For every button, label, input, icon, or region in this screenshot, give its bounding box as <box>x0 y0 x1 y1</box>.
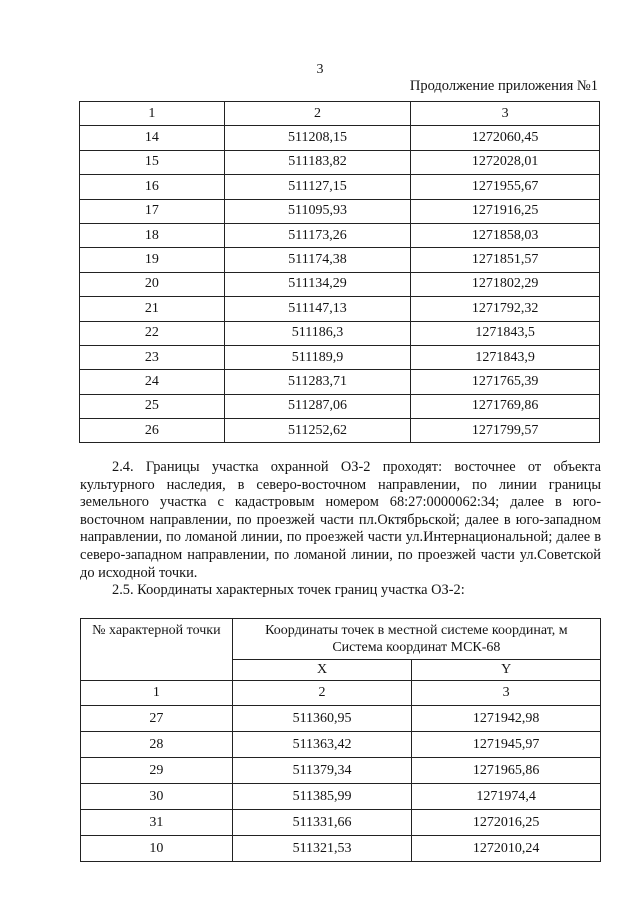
y-coordinate-cell: 1271765,39 <box>411 370 600 394</box>
boundary-description-paragraph <box>80 459 601 582</box>
table-header-row <box>81 619 601 660</box>
table-row <box>81 784 601 810</box>
point-number-cell: 27 <box>81 706 233 732</box>
point-number-cell: 17 <box>80 199 225 223</box>
table-row <box>80 150 600 174</box>
x-coordinate-cell: 511287,06 <box>224 394 411 418</box>
coordinates-header-line2: Система координат МСК-68 <box>332 640 501 655</box>
x-coordinate-cell: 511173,26 <box>224 223 411 247</box>
point-number-cell: 24 <box>80 370 225 394</box>
x-coordinate-cell: 511189,9 <box>224 345 411 369</box>
table-row <box>80 345 600 369</box>
point-number-cell: 28 <box>81 732 233 758</box>
table-row <box>80 272 600 296</box>
point-number-cell: 15 <box>80 150 225 174</box>
coordinates-intro-text: 2.5. Координаты характерных точек границ участка ОЗ-2: <box>112 582 465 598</box>
table-row <box>80 321 600 345</box>
y-coordinate-cell: 1272028,01 <box>411 150 600 174</box>
x-coordinate-cell: 511283,71 <box>224 370 411 394</box>
point-number-cell: 14 <box>80 126 225 150</box>
coordinates-table-continued <box>79 101 600 443</box>
y-coordinate-cell: 1271945,97 <box>412 732 601 758</box>
table-row <box>81 706 601 732</box>
point-number-cell: 21 <box>80 297 225 321</box>
point-number-cell: 23 <box>80 345 225 369</box>
column-number-cell: 1 <box>80 102 225 126</box>
x-coordinate-cell: 511363,42 <box>232 732 412 758</box>
coordinates-header-line1: Координаты точек в местной системе координат, м <box>265 623 568 638</box>
y-coordinate-cell: 1271974,4 <box>412 784 601 810</box>
table-row <box>80 175 600 199</box>
y-coordinate-cell: 1272016,25 <box>412 810 601 836</box>
x-coordinate-cell: 511183,82 <box>224 150 411 174</box>
boundary-description-text: 2.4. Границы участка охранной ОЗ-2 проходят: восточнее от объекта культурного наследия, в северо-восточном направлении, по линии границы земельного участка с кадастровым номером 68:27:0000062:34; далее в юго-восточном направлении, по проезжей части пл.Октябрьской; далее в юго-западном направлении, по ломаной линии, по проезжей части ул.Интернациональной; далее в северо-западном направлении, по ломаной линии, по проезжей части ул.Советской до исходной точки. <box>80 459 601 581</box>
column-number-cell: 3 <box>412 681 601 706</box>
x-coordinate-cell: 511385,99 <box>232 784 412 810</box>
y-coordinate-cell: 1271799,57 <box>411 419 600 443</box>
y-coordinate-cell: 1271858,03 <box>411 223 600 247</box>
column-number-cell: 3 <box>411 102 600 126</box>
x-coordinate-cell: 511095,93 <box>224 199 411 223</box>
column-number-cell: 1 <box>81 681 233 706</box>
y-coordinate-cell: 1272010,24 <box>412 836 601 862</box>
appendix-label: Продолжение приложения №1 <box>409 78 598 94</box>
x-coordinate-cell: 511331,66 <box>232 810 412 836</box>
coordinates-header <box>232 619 600 660</box>
table-row <box>81 810 601 836</box>
column-number-row <box>80 102 600 126</box>
x-coordinate-cell: 511127,15 <box>224 175 411 199</box>
point-number-cell: 26 <box>80 419 225 443</box>
y-coordinate-cell: 1271843,9 <box>411 345 600 369</box>
y-coordinate-cell: 1271792,32 <box>411 297 600 321</box>
x-coordinate-cell: 511360,95 <box>232 706 412 732</box>
x-header: X <box>232 660 412 681</box>
coordinates-intro-paragraph <box>80 582 601 600</box>
point-number-cell: 29 <box>81 758 233 784</box>
point-number-cell: 18 <box>80 223 225 247</box>
y-header: Y <box>412 660 601 681</box>
oz2-coordinates-table-body <box>81 619 601 862</box>
y-coordinate-cell: 1271851,57 <box>411 248 600 272</box>
table-row <box>81 758 601 784</box>
oz2-coordinates-table <box>80 618 601 862</box>
y-coordinate-cell: 1271942,98 <box>412 706 601 732</box>
y-coordinate-cell: 1271843,5 <box>411 321 600 345</box>
point-number-cell: 25 <box>80 394 225 418</box>
x-coordinate-cell: 511174,38 <box>224 248 411 272</box>
table-row <box>80 248 600 272</box>
table-row <box>80 199 600 223</box>
x-coordinate-cell: 511186,3 <box>224 321 411 345</box>
point-number-cell: 30 <box>81 784 233 810</box>
table-row <box>81 836 601 862</box>
point-number-header: № характерной точки <box>81 619 233 681</box>
x-coordinate-cell: 511379,34 <box>232 758 412 784</box>
x-coordinate-cell: 511134,29 <box>224 272 411 296</box>
x-coordinate-cell: 511321,53 <box>232 836 412 862</box>
y-coordinate-cell: 1272060,45 <box>411 126 600 150</box>
x-coordinate-cell: 511147,13 <box>224 297 411 321</box>
coordinates-table-body <box>80 102 600 443</box>
point-number-cell: 22 <box>80 321 225 345</box>
table-row <box>81 732 601 758</box>
point-number-cell: 10 <box>81 836 233 862</box>
column-number-cell: 2 <box>224 102 411 126</box>
point-number-cell: 20 <box>80 272 225 296</box>
point-number-cell: 19 <box>80 248 225 272</box>
y-coordinate-cell: 1271802,29 <box>411 272 600 296</box>
y-coordinate-cell: 1271965,86 <box>412 758 601 784</box>
table-row <box>80 419 600 443</box>
table-row <box>80 223 600 247</box>
x-coordinate-cell: 511208,15 <box>224 126 411 150</box>
point-number-cell: 16 <box>80 175 225 199</box>
column-number-row <box>81 681 601 706</box>
page-number: 3 <box>316 62 324 77</box>
point-number-cell: 31 <box>81 810 233 836</box>
x-coordinate-cell: 511252,62 <box>224 419 411 443</box>
y-coordinate-cell: 1271916,25 <box>411 199 600 223</box>
table-row <box>80 297 600 321</box>
y-coordinate-cell: 1271955,67 <box>411 175 600 199</box>
table-row <box>80 126 600 150</box>
table-row <box>80 394 600 418</box>
table-row <box>80 370 600 394</box>
column-number-cell: 2 <box>232 681 412 706</box>
y-coordinate-cell: 1271769,86 <box>411 394 600 418</box>
